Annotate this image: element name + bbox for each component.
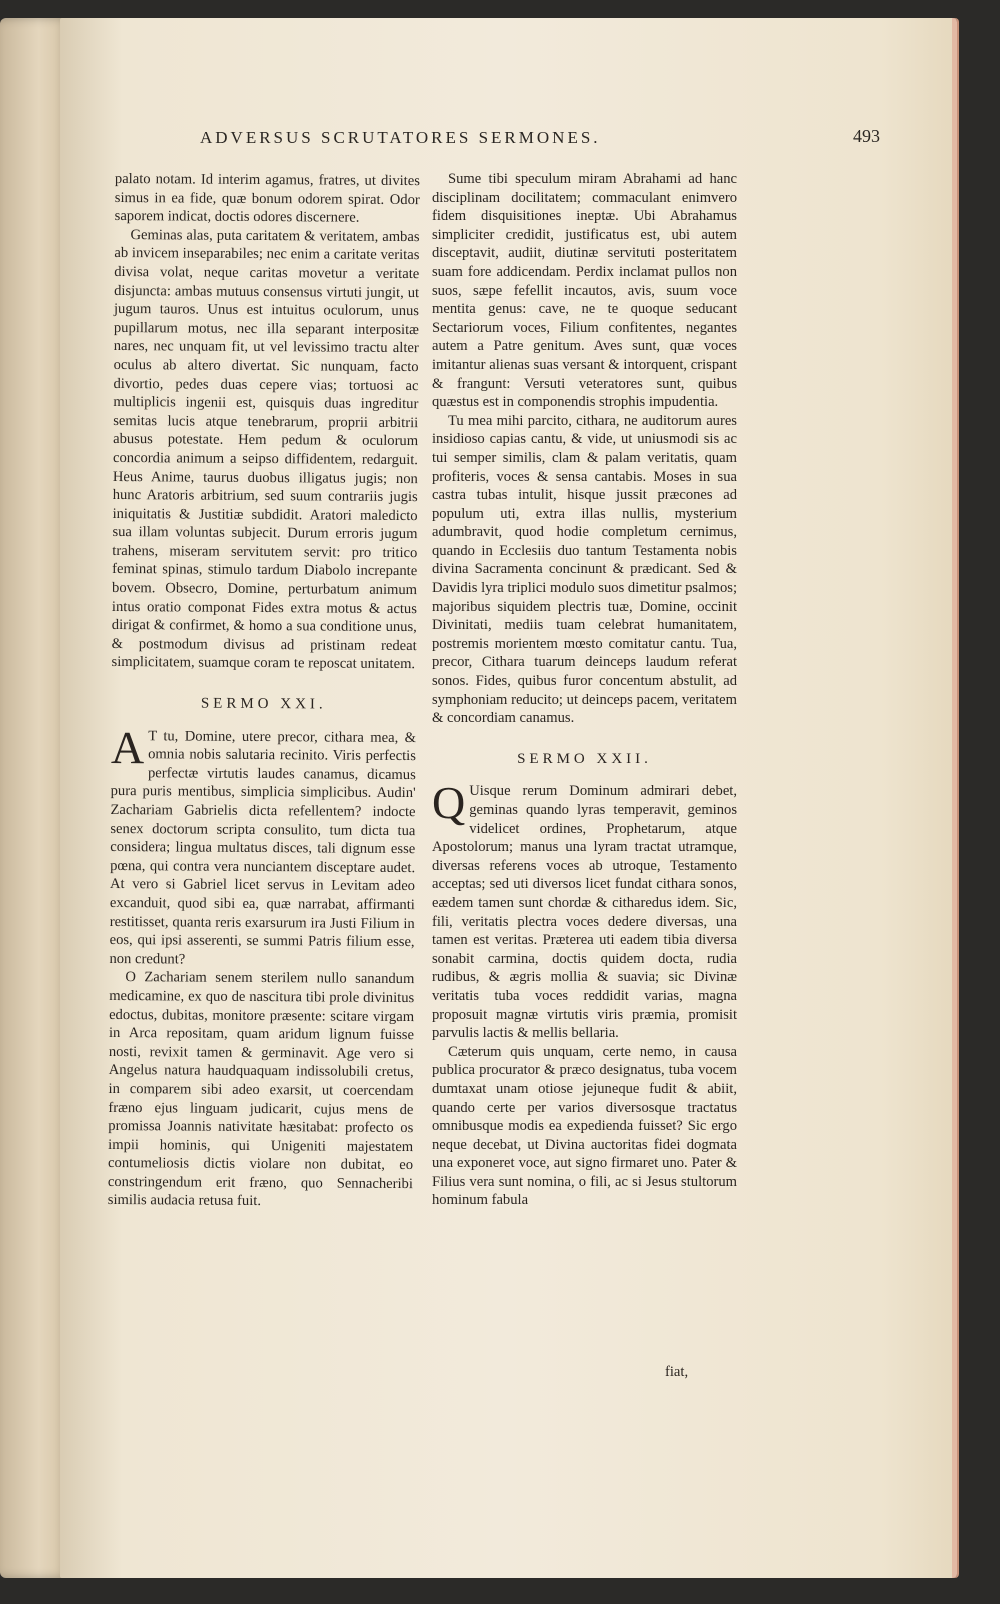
paragraph: Sume tibi speculum miram Abrahami ad hanc disciplinam docilitatem; commaculant enimvero fidem disquisitiones ineptæ. Ubi Abrahamus simpliciter credidit, justificatus est, ubi autem disceptavit, audiit, diutinæ servituti posteritatem suam fore addicendam. Perdix inclamat pullos non suos, sæpe fefellit incautos, avis, suum voce mentita genus: cave, ne te quoque seducant Sectariorum voces, Filium confitentes, negantes autem a Patre genitum. Aves sunt, quæ voces imitantur alienas suas versant & intorquent, crispant & frangunt: Versuti veteratores sunt, quibus quæstus est in componendis strophis impudentia. (432, 171, 737, 411)
running-head (200, 128, 880, 158)
paragraph: Geminas alas, puta caritatem & veritatem, ambas ab invicem inseparabiles; nec enim a caritate veritas divisa volat, neque caritas movetur a veritate disjuncta: ambas mutuus consensus virtuti jungit, ut jugum tauros. Unus est intuitus oculorum, unus pupillarum motus, nec illa separant interpositæ nares, nec unquam fit, ut vel levissimo tractu alter oculus ab altero divertat. Sic nunquam, facto divortio, pedes duas cepere vias; tortuosi ac multiplicis ingenii est, quisquis duas ingreditur semitas lucis atque tenebrarum, proprii arbitrii abusus potestate. Hem pedum & oculorum concordia animum a seipso diffidentem, redarguit. Heus Anime, taurus duobus illigatus jugis; non hunc Aratoris arbitrium, sed suum contrariis jugis iniquitatis & Justitiæ subdidit. Aratori maledicto sua illam voluntas subjecit. Durum erroris jugum trahens, miseram servitutem servit: pro tritico feminat spinas, stimulo tardum Diabolo increpante bovem. Obsecro, Domine, perturbatum animum intus oratio componat Fides extra motus & actus dirigat & confirmet, & homo a sua conditione unus, & postmodum divisus ad pristinam redeat simplicitatem, suamque coram te reposcat unitatem. (111, 226, 420, 673)
paragraph: O Zachariam senem sterilem nullo sanandum medicamine, ex quo de nascitura tibi prole divinitus edoctus, dubitas, monitore præsente: scitare virgam in Arca repositam, quam aridum lignum fuisse nosti, revixit tamen & germinavit. Age vero si Angelus natura haudquaquam indissolubili cretus, in comparem sibi adeo exarsit, ut coercendam fræno ejus linguam judicarit, cujus mens de promissa Joannis nativitate hæsitabat: profecto os impii hominis, qui Unigeniti majestatem contumeliosis dictis violare non dubitat, eo constringendum erit fræno, quo Sennacheribi similis audacia retusa fuit. (107, 969, 415, 1210)
right-column (432, 170, 737, 1210)
sermo-heading: SERMO XXII. (517, 750, 652, 767)
drop-cap: A (110, 721, 145, 773)
running-title: ADVERSUS SCRUTATORES SERMONES. (200, 128, 601, 147)
paragraph: Tu mea mihi parcito, cithara, ne auditorum aures insidioso capias cantu, & vide, ut uniusmodi sis ac tui semper similis, clam & palam veritatis, quam profiteris, voces & sensa cantabis. Moses in sua castra tubas intulit, hisque jussit præcones ad populum uti, extra illas nullis, mysterium adumbravit, quod hodie completum cernimus, quando in Ecclesiis duo tantum Testamenta nobis divina Sacramenta concinunt & prædicant. Sed & Davidis lyra triplici modulo suos dimetitur psalmos; majoribus siquidem plectris tuæ, Domine, occinit Divinitati, mediis tuam celebrat humanitatem, postremis morientem mœsto comitatur cantu. Tua, precor, Cithara tuarum deinceps laudum referat sonos. Fides, quibus furor concentum abstulit, ad symphoniam reducito; ut deinceps pacem, veritatem & concordiam canamus. (432, 412, 737, 727)
left-column (108, 170, 420, 1212)
page-number: 493 (853, 126, 880, 146)
paragraph (432, 777, 737, 1042)
paragraph: palato notam. Id interim agamus, fratres, ut divites simus in ea fide, quæ bonum odorem spirat. Odor saporem indicat, doctis odores discernere. (114, 170, 420, 226)
sermo-heading: SERMO XXI. (200, 695, 327, 713)
paragraph: Cæterum quis unquam, certe nemo, in causa publica procurator & præco designatus, tuba vocem dumtaxat unam otiose jejuneque fudit & abiit, quando certe per varios diversosque tractatus omnibusque modis ea expedienda fuisset? Sic ergo neque decebat, ut Divina auctoritas fidei dogmata una exponeret voce, aut signo firmaret uno. Pater & Filius vera sunt nomina, o fili, ac si Jesus stultorum hominum fabula (432, 1043, 737, 1209)
catchword: fiat, (665, 1364, 689, 1380)
paragraph-text: T tu, Domine, utere precor, cithara mea, & omnia nobis salutaria recinito. Viris perfectis perfectæ virtutis laudes canamus, dicamus pura puris mentibus, simplicia simplicibus. Audin' Zachariam Gabrielis dicta refellentem? indocte senex doctorum scripta consulito, tum dicta tua considera; lingua multatus disces, tali dignum esse pœna, qui contra vera nunciantem disceptare audet. At vero si Gabriel licet servus in Levitam adeo excanduit, quod sibi ea, quæ narrabat, affirmanti restitisset, quanta reris exarsurum ira Justi Filium in eos, qui ipsi asserenti, se summi Patris filium esse, non credunt? (109, 727, 417, 968)
paragraph-text: Uisque rerum Dominum admirari debet, geminas quando lyras temperavit, geminos videlicet ordines, Prophetarum, atque Apostolorum; manus una lyram tractat utramque, diversas referens voces ab utroque, Testamento acceptas; sed uti diversos licet fundat cithara sonos, eædem tamen sunt chordæ & citharedus idem. Sic, fili, veritatis plectra voces dedere diversas, una tamen est veritas. Præterea uti eadem tibia diversa sonabit carmina, doctis quidem docta, rudia rudibus, & ægris mollia & suavia; sic Divinæ veritatis tuba voces reddidit varias, magna proposuit magnæ virtutis viris præmia, promisit parvulis lactis & mellis bellaria. (432, 783, 737, 1042)
paragraph (109, 721, 417, 971)
drop-cap: Q (432, 777, 466, 829)
